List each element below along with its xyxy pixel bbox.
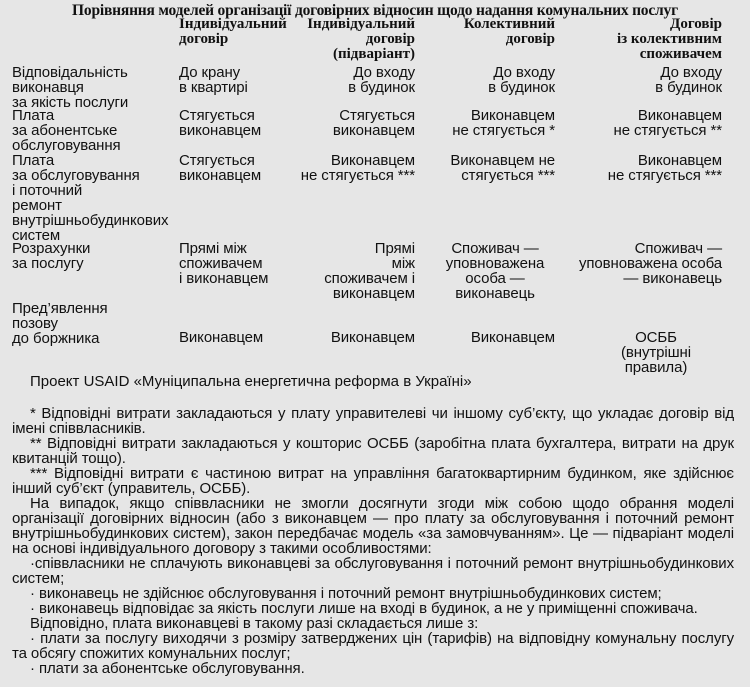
table-title: Порівняння моделей організації договірних відносин щодо надання комунальних послуг [72,2,678,19]
table-cell: Споживач — уповноважена особа — виконавець [445,240,545,302]
table-cell: Виконавцем не стягується ** [613,107,722,139]
bullet-item: · виконавець не здійснює обслуговування і поточний ремонт внутрішньобудинкових систем; [30,585,662,602]
table-cell: До входу в будинок [488,64,555,96]
footnote-2: ** Відповідні витрати закладаються у кошторис ОСББ (заробітна плата бухгалтера, витрати на друк квитанцій тощо). [12,435,734,467]
header-collective-consumer: Договір із колективним споживачем [616,16,722,62]
footnote-3: *** Відповідні витрати є частиною витрат на управління багатоквартирним будинком, яке здійснює інший суб’єкт (управитель, ОСББ). [12,465,734,497]
table-cell: До входу в будинок [348,64,415,96]
bullet-item: · плати за послугу виходячи з розміру затверджених цін (тарифів) на відповідну комунальну послугу та обсягу спожитих комунальних послуг; [12,630,734,662]
table-cell: Споживач — уповноважена особа — виконавець [578,240,722,287]
paragraph: На випадок, якщо співвласники не змогли досягнути згоди між собою щодо обрання моделі організації договірних відносин (або з виконавцем — про плату за обслуговування і поточний ремонт внутрішньобудинкових систем), закон передбачає модель «за замовчуванням». Це — підваріант моделі на основі індивідуального договору з такими особливостями: [12,495,734,557]
header-individual: Індивідуальний договір [179,16,287,47]
table-cell: Виконавцем [330,329,415,346]
table-cell: Прямі між споживачем і виконавцем [324,240,415,302]
table-cell: Виконавцем не стягується * [452,107,555,139]
table-cell: Виконавцем не стягується *** [450,152,555,184]
table-cell: Виконавцем не стягується *** [300,152,415,184]
bullet-item: · плати за абонентське обслуговування. [30,660,305,677]
table-cell: Стягується виконавцем [179,152,262,184]
table-cell: Стягується виконавцем [179,107,262,139]
table-cell: До крану в квартирі [179,64,248,96]
row-label-subscription-fee: Плата за абонентське обслуговування [12,107,121,154]
table-source: Проект USAID «Муніципальна енергетична реформа в Україні» [30,373,472,390]
footnote-1: * Відповідні витрати закладаються у плату управителеві чи іншому суб’єкту, що укладає договір від імені співвласників. [12,405,734,437]
row-label-maintenance-fee: Плата за обслуговування і поточний ремонт внутрішньобудинкових систем [12,152,169,244]
table-cell: Стягується виконавцем [332,107,415,139]
table-cell: Виконавцем не стягується *** [607,152,722,184]
row-label-settlements: Розрахунки за послугу [12,240,91,272]
table-cell: Виконавцем [470,329,555,346]
body-text [12,406,734,676]
paragraph: Відповідно, плата виконавцеві в такому разі складається лише з: [30,615,479,632]
bullet-item: ·співвласники не сплачують виконавцеві за обслуговування і поточний ремонт внутрішньобудинкових систем; [12,555,734,587]
table-cell: Прямі між споживачем і виконавцем [179,240,269,287]
header-collective: Колективний договір [463,16,555,47]
bullet-item: · виконавець відповідає за якість послуги лише на вході в будинок, а не у приміщенні споживача. [30,600,698,617]
table-cell: Виконавцем [179,329,264,346]
row-label-lawsuit: Пред’явлення позову до боржника [12,300,108,347]
row-label-responsibility: Відповідальність виконавця за якість послуги [12,64,129,111]
header-individual-subvariant: Індивідуальний договір (підваріант) [307,16,415,62]
table-cell: До входу в будинок [655,64,722,96]
table-cell: ОСББ (внутрішні правила) [621,329,691,376]
